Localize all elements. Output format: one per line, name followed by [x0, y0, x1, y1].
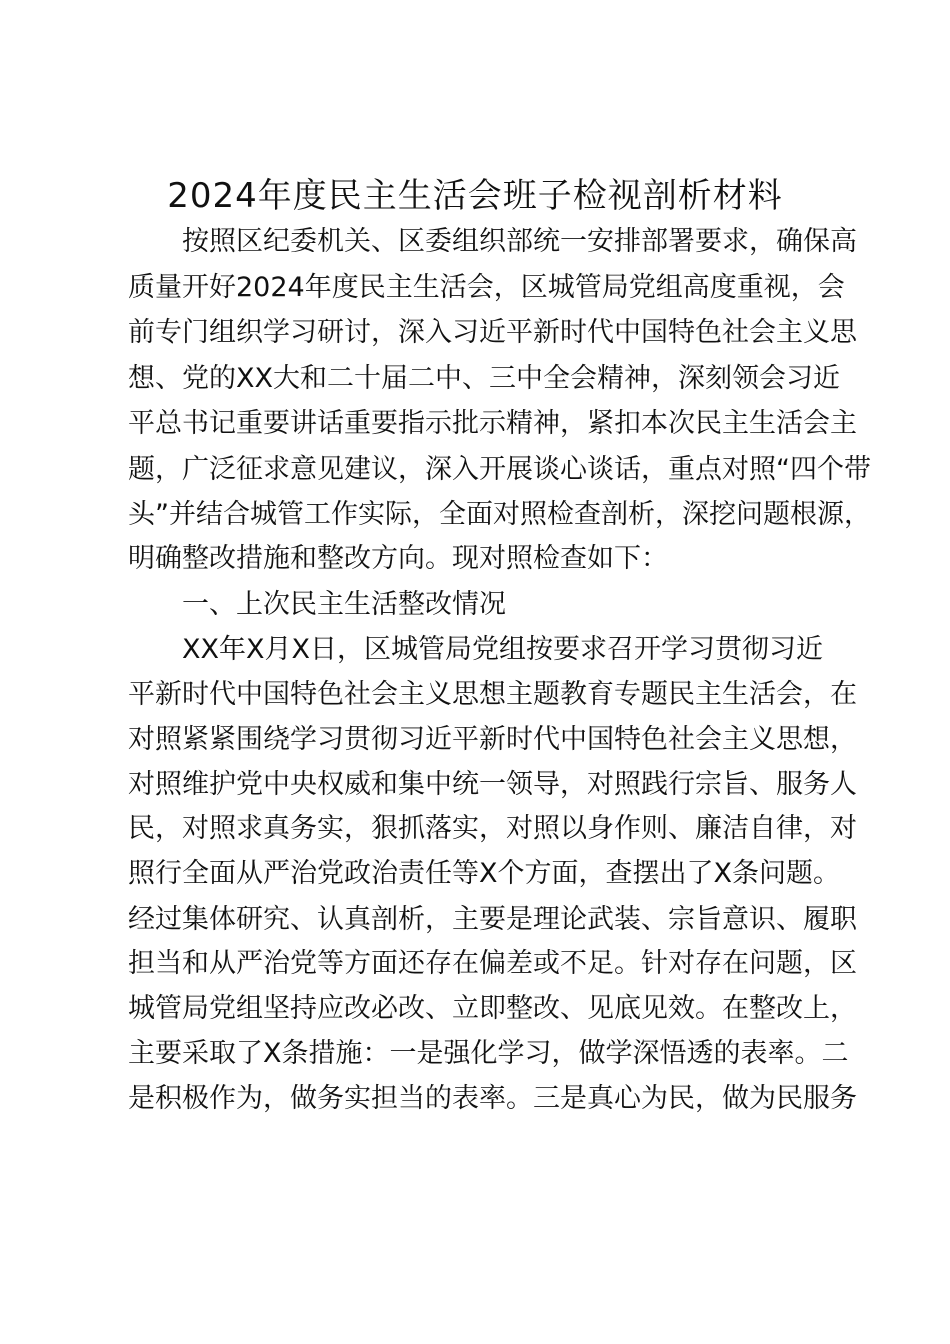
paragraph-1-line-5: 平总书记重要讲话重要指示批示精神，紧扣本次民主生活会主 — [128, 408, 857, 439]
paragraph-2-line-3: 对照紧紧围绕学习贯彻习近平新时代中国特色社会主义思想， — [128, 724, 857, 755]
paragraph-2-line-10: 主要采取了X条措施：一是强化学习，做学深悟透的表率。二 — [128, 1038, 849, 1069]
paragraph-1-line-6: 题，广泛征求意见建议，深入开展谈心谈话，重点对照“四个带 — [128, 454, 871, 485]
paragraph-1-line-8: 明确整改措施和整改方向。现对照检查如下： — [128, 543, 668, 574]
paragraph-2-line-6: 照行全面从严治党政治责任等X个方面，查摆出了X条问题。 — [128, 858, 840, 889]
paragraph-2-line-2: 平新时代中国特色社会主义思想主题教育专题民主生活会，在 — [128, 679, 857, 710]
paragraph-2-line-4: 对照维护党中央权威和集中统一领导，对照践行宗旨、服务人 — [128, 769, 857, 800]
paragraph-1-line-1: 按照区纪委机关、区委组织部统一安排部署要求，确保高 — [182, 226, 857, 257]
paragraph-1-line-2: 质量开好2024年度民主生活会，区城管局党组高度重视，会 — [128, 272, 845, 303]
paragraph-1-line-3: 前专门组织学习研讨，深入习近平新时代中国特色社会主义思 — [128, 317, 857, 348]
document-title: 2024年度民主生活会班子检视剖析材料 — [167, 176, 783, 216]
paragraph-2-line-9: 城管局党组坚持应改必改、立即整改、见底见效。在整改上， — [128, 993, 857, 1024]
paragraph-2-line-1: XX年X月X日，区城管局党组按要求召开学习贯彻习近 — [182, 634, 823, 665]
section-heading-1: 一、上次民主生活整改情况 — [182, 589, 506, 620]
paragraph-2-line-7: 经过集体研究、认真剖析，主要是理论武装、宗旨意识、履职 — [128, 904, 857, 935]
paragraph-1-line-7: 头”并结合城管工作实际，全面对照检查剖析，深挖问题根源， — [128, 499, 871, 530]
paragraph-2-line-8: 担当和从严治党等方面还存在偏差或不足。针对存在问题，区 — [128, 948, 857, 979]
paragraph-2-line-5: 民，对照求真务实，狠抓落实，对照以身作则、廉洁自律，对 — [128, 813, 857, 844]
paragraph-2-line-11: 是积极作为，做务实担当的表率。三是真心为民，做为民服务 — [128, 1083, 857, 1114]
paragraph-1-line-4: 想、党的XX大和二十届二中、三中全会精神，深刻领会习近 — [128, 363, 840, 394]
